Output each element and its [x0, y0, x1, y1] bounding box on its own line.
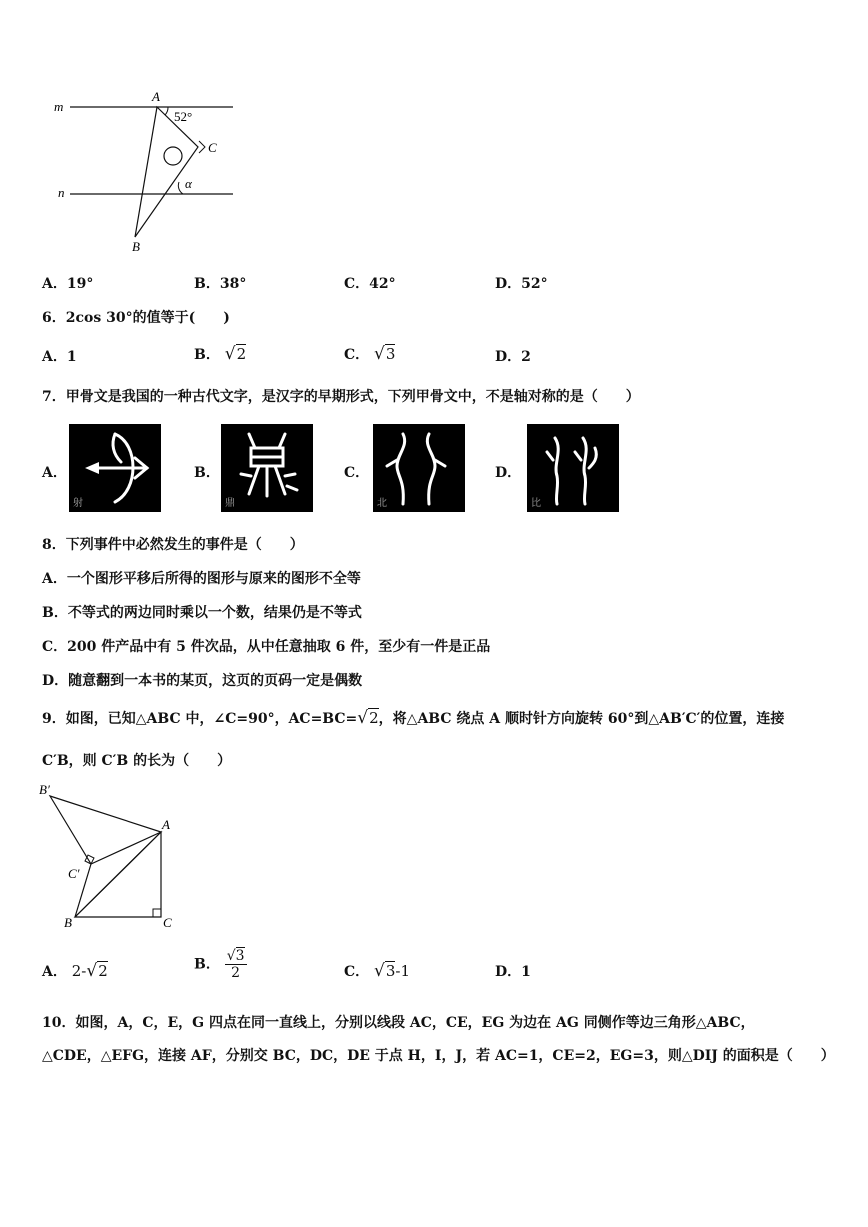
label-m: m — [54, 99, 64, 114]
q7-stem: 7．甲骨文是我国的一种古代文字，是汉字的早期形式，下列甲骨文中，不是轴对称的是（ ） — [42, 389, 640, 405]
q9-figure — [35, 780, 185, 935]
oracle-image-bi — [527, 424, 619, 512]
q10-stem-line1: 10．如图，A，C，E，G 四点在同一直线上，分别以线段 AC，CE，EG 为边在 AG 同侧作等边三角形△ABC， — [42, 1015, 755, 1031]
q9-option-d: D．1 — [495, 964, 531, 980]
q8-stem: 8．下列事件中必然发生的事件是（ ） — [42, 537, 304, 553]
q5-figure — [40, 85, 240, 260]
q9-option-b: B． $\frac{√3}{2}$ — [194, 948, 245, 981]
oracle-caption-c: 北 — [377, 498, 387, 509]
q8-option-a: A．一个图形平移后所得的图形与原来的图形不全等 — [42, 571, 361, 587]
q7-option-c-letter: C． — [344, 465, 370, 481]
q6-option-d: D．2 — [495, 349, 531, 365]
q5-option-b: B．38° — [194, 276, 247, 292]
oracle-image-bei — [373, 424, 465, 512]
q9-stem-line1: 9．如图，已知△ABC 中，∠C=90°，AC=BC=√2，将△ABC 绕点 A 顺时针方向旋转 60°到△AB′C′的位置，连接 — [42, 708, 785, 728]
q6-stem: 6．2cos 30°的值等于( ) — [42, 310, 230, 326]
right-angle-c — [153, 909, 161, 917]
label-52: 52° — [174, 109, 193, 124]
label-a: A — [152, 89, 160, 104]
q9-stem-line2: C′B，则 C′B 的长为（ ） — [42, 753, 232, 769]
oracle-image-she — [69, 424, 161, 512]
q6-option-c: C． √3 — [344, 344, 396, 364]
label-c: C — [163, 915, 172, 930]
triangle-ab1c1 — [50, 796, 161, 864]
q9-option-c: C． √3-1 — [344, 961, 411, 981]
q8-option-c: C．200 件产品中有 5 件次品，从中任意抽取 6 件，至少有一件是正品 — [42, 639, 491, 655]
oracle-image-ding — [221, 424, 313, 512]
q7-option-d-letter: D． — [495, 465, 522, 481]
q8-option-b: B．不等式的两边同时乘以一个数，结果仍是不等式 — [42, 605, 362, 621]
q6-option-b: B． √2 — [194, 344, 247, 364]
label-n: n — [58, 185, 65, 200]
oracle-caption-a: 射 — [73, 498, 83, 509]
right-angle-mark — [199, 141, 205, 153]
triangle-abc — [135, 107, 198, 237]
label-alpha: α — [185, 176, 192, 191]
oracle-caption-b: 鼎 — [225, 498, 235, 509]
label-b: B — [132, 239, 140, 254]
label-c: C — [208, 140, 217, 155]
q5-option-a: A．19° — [42, 276, 94, 292]
angle-alpha-arc — [178, 182, 183, 194]
q7-option-a-letter: A． — [42, 465, 67, 481]
q5-option-c: C．42° — [344, 276, 396, 292]
label-a: A — [162, 817, 170, 832]
q6-option-a: A．1 — [42, 349, 77, 365]
label-c-prime: C′ — [68, 866, 80, 881]
q5-option-d: D．52° — [495, 276, 548, 292]
q7-option-b-letter: B． — [194, 465, 220, 481]
label-b: B — [64, 915, 72, 930]
label-b-prime: B′ — [39, 782, 50, 797]
q10-stem-line2: △CDE，△EFG，连接 AF，分别交 BC，DC，DE 于点 H，I，J，若 AC=1，CE=2，EG=3，则△DIJ 的面积是（ ） — [42, 1048, 835, 1064]
oracle-caption-d: 比 — [531, 498, 541, 509]
q8-option-d: D．随意翻到一本书的某页，这页的页码一定是偶数 — [42, 673, 363, 689]
circle-mark — [164, 147, 182, 165]
angle-52-arc — [165, 107, 168, 115]
q9-option-a: A． 2-√2 — [42, 961, 108, 981]
